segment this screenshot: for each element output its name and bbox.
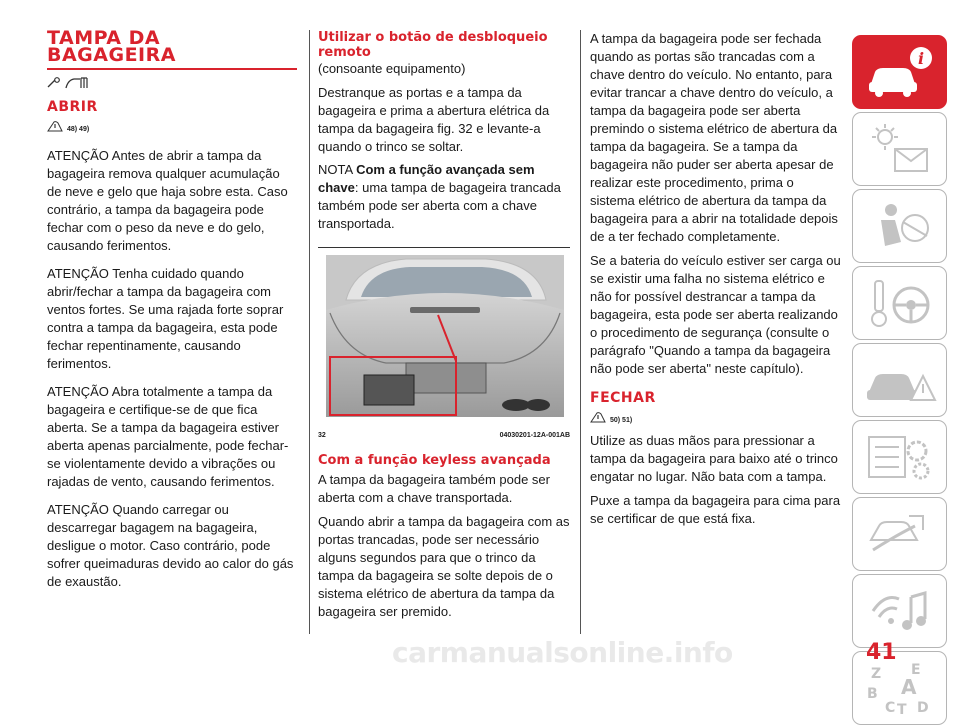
seat-safety-icon — [865, 198, 937, 256]
column-divider — [580, 30, 581, 634]
subsection-title-open: ABRIR — [47, 99, 98, 115]
paragraph: Puxe a tampa da bagageira para cima para se certificar de que está fixa. — [590, 493, 841, 526]
tab-technical-data[interactable] — [852, 497, 947, 571]
note-text: : uma tampa de bagageira trancada também pode ser aberta com a chave transportada. — [318, 180, 561, 231]
paragraph: ATENÇÃO Quando carregar ou descarregar bagagem na bagageira, desligue o motor. Caso contrário, pode sofrer queimaduras devido ao calor do gás de exaustão. — [47, 502, 294, 589]
car-trunk-photo — [326, 255, 564, 417]
figure-code: 04030201-12A-001AB — [499, 432, 570, 439]
tab-emergency[interactable] — [852, 343, 947, 417]
tab-getting-to-know-car[interactable] — [852, 35, 947, 109]
tab-maintenance[interactable] — [852, 420, 947, 494]
index-icon — [865, 660, 937, 718]
figure-caption — [318, 432, 570, 439]
note-bold: Com a função avançada sem chave — [318, 162, 535, 195]
paragraph: Utilize as duas mãos para pressionar a tampa da bagageira para baixo até o trinco engatar no lugar. Não bata com a tampa. — [590, 433, 838, 484]
tab-starting-driving[interactable] — [852, 266, 947, 340]
chapter-sidebar — [852, 35, 947, 728]
column-middle — [318, 30, 570, 621]
paragraph: Quando abrir a tampa da bagageira com as portas trancadas, pode ser necessário alguns segundos para que o trinco da tampa da bagageira se solte depois de o sistema elétrico de abertura da tampa da bagageira ser premido. — [318, 514, 570, 619]
trunk-lid-icon — [64, 76, 92, 90]
figure-32 — [318, 247, 570, 439]
paragraph: Destranque as portas e a tampa da bagageira e prima a abertura elétrica da tampa da bagageira fig. 32 e levante-a quando o trinco se soltar. — [318, 85, 550, 154]
index-letter: A — [901, 675, 917, 699]
watermark: carmanualsonline.info — [392, 636, 733, 669]
technical-data-icon — [865, 506, 937, 564]
svg-text:i: i — [917, 49, 925, 68]
index-letter: B — [867, 686, 878, 702]
heading-note: (consoante equipamento) — [318, 61, 466, 76]
key-steering-icon — [865, 275, 937, 333]
tab-dashboard-warnings[interactable] — [852, 112, 947, 186]
tab-safety[interactable] — [852, 189, 947, 263]
index-letter: Z — [871, 666, 882, 682]
heading-keyless: Com a função keyless avançada — [318, 453, 551, 468]
warning-lights-icon — [865, 121, 937, 179]
page-number: 41 — [866, 640, 897, 665]
section-title: TAMPA DA BAGAGEIRA — [47, 27, 176, 66]
paragraph: Se a bateria do veículo estiver ser carga ou se existir uma falha no sistema elétrico e não for possível destrancar a tampa da bagageira, esta pode ser aberta realizando o procedimento de segurança (consulte o parágrafo "Quando a tampa da bagageira não pode ser aberta" neste capítulo). — [590, 253, 841, 376]
column-divider — [309, 30, 310, 634]
subsection-title-close: FECHAR — [590, 390, 656, 406]
tab-multimedia[interactable] — [852, 574, 947, 648]
warning-hand-icon — [590, 411, 606, 424]
column-left — [47, 27, 297, 591]
warning-reference — [47, 120, 297, 133]
index-letter: E — [911, 662, 921, 678]
note-prefix: NOTA — [318, 162, 353, 177]
warning-hand-icon — [47, 120, 63, 133]
emergency-icon — [865, 352, 937, 410]
title-underline — [47, 68, 297, 70]
column-right — [590, 30, 842, 528]
paragraph: A tampa da bagageira também pode ser aberta com a chave transportada. — [318, 472, 550, 505]
paragraph: ATENÇÃO Antes de abrir a tampa da bagageira remova qualquer acumulação de neve e gelo que haja sobre esta. Caso contrário, a tampa da bagageira pode fechar com o peso da neve e do gelo, causando ferimentos. — [47, 148, 288, 253]
paragraph: ATENÇÃO Tenha cuidado quando abrir/fechar a tampa da bagageira com ventos fortes. Se uma rajada forte soprar contra a tampa da bagageira, esta pode fechar repentinamente, causando ferimentos. — [47, 266, 284, 371]
feature-icons — [47, 75, 297, 91]
paragraph: A tampa da bagageira pode ser fechada quando as portas são trancadas com a chave dentro do veículo. No entanto, para evitar trancar a chave dentro do veículo, a tampa da bagageira pode ser aberta premindo o sistema elétrico de abertura da tampa da bagageira. Se a tampa da bagageira não puder ser aberta apesar de realizar este procedimento, prima o sistema elétrico de abertura da tampa da bagageira para a abrir na totalidade depois de a ter fechado completamente. — [590, 31, 838, 244]
multimedia-icon — [865, 583, 937, 641]
figure-number: 32 — [318, 432, 326, 439]
index-letter: T — [897, 702, 907, 718]
warning-reference — [590, 411, 842, 424]
index-letter: D — [917, 700, 929, 716]
car-info-icon — [865, 44, 937, 102]
note-paragraph — [318, 161, 570, 233]
warning-ref-numbers: 50) 51) — [610, 417, 633, 424]
key-icon — [47, 77, 61, 89]
maintenance-icon — [865, 429, 937, 487]
paragraph: ATENÇÃO Abra totalmente a tampa da bagageira e certifique-se de que fica aberta. Se a tampa da bagageira estiver aberta apenas parcialmente, pode fechar-se violentamente devido a vibrações ou rajadas de vento, causando ferimentos. — [47, 384, 289, 489]
index-letter: C — [885, 700, 896, 716]
heading-remote-unlock: Utilizar o botão de desbloqueio remoto — [318, 30, 548, 60]
warning-ref-numbers: 48) 49) — [67, 126, 90, 133]
